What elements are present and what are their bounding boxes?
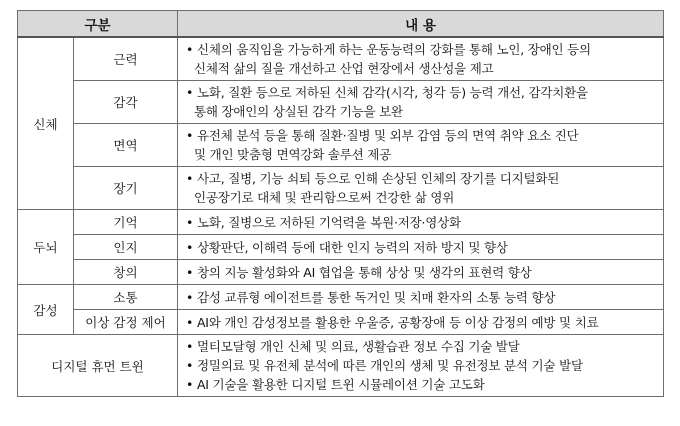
table-row <box>18 37 664 81</box>
content-line: • 유전체 분석 등을 통해 질환·질병 및 외부 감염 등의 면역 취약 요소 진단 <box>186 128 579 143</box>
header-category: 구분 <box>18 11 178 38</box>
table-row <box>18 210 664 235</box>
table-row <box>18 235 664 260</box>
content-cell <box>178 335 664 397</box>
human-augmentation-table <box>17 10 664 397</box>
table-row <box>18 167 664 210</box>
content-line: 인공장기로 대체 및 관리함으로써 건강한 삶 영위 <box>194 190 455 205</box>
content-line: • AI 기술을 활용한 디지털 트윈 시뮬레이션 기술 고도화 <box>186 377 485 392</box>
content-line: • 사고, 질병, 기능 쇠퇴 등으로 인해 손상된 인체의 장기를 디지털화된 <box>186 171 560 186</box>
content-line: • 신체의 움직임을 가능하게 하는 운동능력의 강화를 통해 노인, 장애인 등의 <box>186 42 591 57</box>
content-cell <box>178 81 664 124</box>
subcategory: 이상 감정 제어 <box>74 310 178 335</box>
content-cell <box>178 37 664 81</box>
content-line: • AI와 개인 감성정보를 활용한 우울증, 공황장애 등 이상 감정의 예방 및 치료 <box>186 314 599 330</box>
table-row <box>18 335 664 397</box>
subcategory: 감각 <box>74 81 178 124</box>
subcategory: 창의 <box>74 260 178 285</box>
header-row <box>18 11 664 38</box>
subcategory: 면역 <box>74 124 178 167</box>
content-cell <box>178 310 664 335</box>
subcategory: 장기 <box>74 167 178 210</box>
table-row <box>18 285 664 310</box>
content-line: • 상황판단, 이해력 등에 대한 인지 능력의 저하 방지 및 향상 <box>186 239 508 255</box>
content-line: • 멀티모달형 개인 신체 및 의료, 생활습관 정보 수집 기술 발달 <box>186 339 520 354</box>
content-line: • 감성 교류형 에이전트를 통한 독거인 및 치매 환자의 소통 능력 향상 <box>186 289 556 305</box>
subcategory: 소통 <box>74 285 178 310</box>
content-line: • 노화, 질환 등으로 저하된 신체 감각(시각, 청각 등) 능력 개선, 감각치환을 <box>186 85 588 100</box>
table-row <box>18 81 664 124</box>
subcategory: 근력 <box>74 37 178 81</box>
subcategory: 기억 <box>74 210 178 235</box>
category-brain: 두뇌 <box>18 210 74 285</box>
content-line: 통해 장애인의 상실된 감각 기능을 보완 <box>194 104 403 119</box>
content-line: • 창의 지능 활성화와 AI 협업을 통해 상상 및 생각의 표현력 향상 <box>186 264 532 280</box>
content-cell <box>178 260 664 285</box>
table-row <box>18 310 664 335</box>
content-line: • 정밀의료 및 유전체 분석에 따른 개인의 생체 및 유전정보 분석 기술 발달 <box>186 358 583 373</box>
content-cell <box>178 210 664 235</box>
table-row <box>18 124 664 167</box>
content-cell <box>178 124 664 167</box>
subcategory: 인지 <box>74 235 178 260</box>
header-content: 내 용 <box>178 11 664 38</box>
table-row <box>18 260 664 285</box>
content-line: 신체적 삶의 질을 개선하고 산업 현장에서 생산성을 제고 <box>194 61 494 76</box>
content-cell <box>178 285 664 310</box>
category-digital-twin: 디지털 휴먼 트윈 <box>18 335 178 397</box>
content-line: • 노화, 질병으로 저하된 기억력을 복원·저장·영상화 <box>186 214 461 230</box>
content-cell <box>178 167 664 210</box>
content-line: 및 개인 맞춤형 면역강화 솔루션 제공 <box>194 147 391 162</box>
category-body: 신체 <box>18 37 74 210</box>
category-emotion: 감성 <box>18 285 74 335</box>
content-cell <box>178 235 664 260</box>
